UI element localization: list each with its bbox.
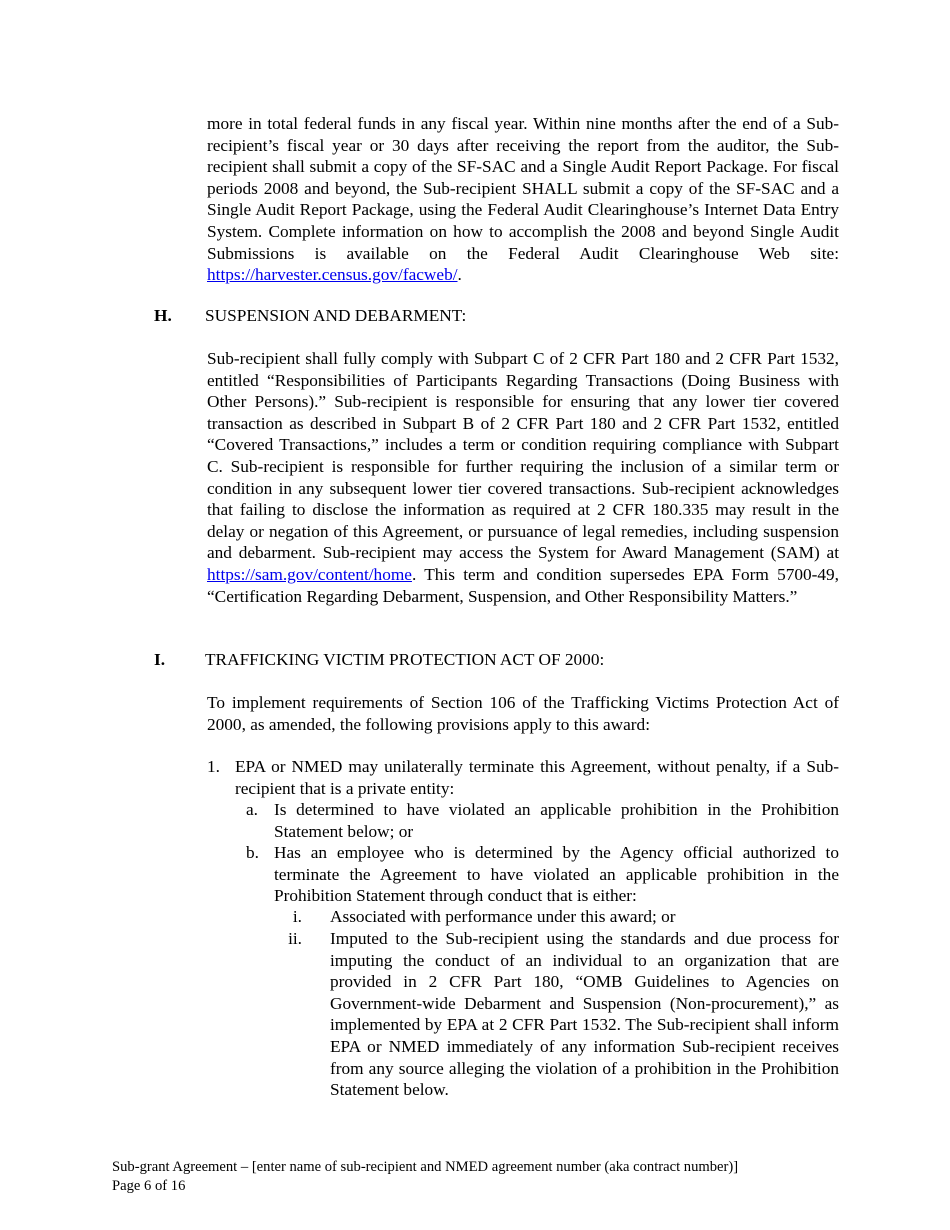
list-item-1-text: EPA or NMED may unilaterally terminate this Agreement, without penalty, if a Sub-recipient that is a private entity: (235, 757, 839, 798)
list-item-i-text: Associated with performance under this award; or (330, 907, 676, 926)
intro-paragraph: more in total federal funds in any fiscal year. Within nine months after the end of a Sub-recipient’s fiscal year or 30 days after receiving the report from the auditor, the Sub-recipient shall submit a copy of the SF-SAC and a Single Audit Report Package. For fiscal periods 2008 and beyond, the Sub-recipient SHALL submit a copy of the SF-SAC and a Single Audit Report Package, using the Federal Audit Clearinghouse’s Internet Data Entry System. Complete information on how to accomplish the 2008 and beyond Single Audit Submissions is available on the Federal Audit Clearinghouse Web site: https://harvester.census.gov/facweb/. (207, 114, 839, 285)
facweb-link[interactable]: https://harvester.census.gov/facweb/ (207, 265, 458, 285)
list-item-a-marker: a. (246, 800, 258, 819)
section-h-letter: H. (154, 306, 172, 325)
section-h-heading (154, 305, 854, 327)
list-item-b-marker: b. (246, 843, 259, 862)
list-item-ii-text: Imputed to the Sub-recipient using the standards and due process for imputing the conduct of an individual to an organization that are provided in 2 CFR Part 180, “OMB Guidelines to Agencies on Government-wide Debarment and Suspension (Non-procurement),” as implemented by EPA at 2 CFR Part 1532. The Sub-recipient shall inform EPA or NMED immediately of any information Sub-recipient receives from any source alleging the violation of a prohibition in the Prohibition Statement below. (330, 929, 839, 1100)
list-item-i (292, 906, 839, 928)
list-item-i-marker: i. (292, 907, 302, 926)
list-item-ii (288, 928, 839, 1101)
footer-page-number: Page 6 of 16 (112, 1178, 186, 1194)
page-footer (112, 1158, 738, 1196)
section-h-body: Sub-recipient shall fully comply with Subpart C of 2 CFR Part 180 and 2 CFR Part 1532, entitled “Responsibilities of Participants Regarding Transactions (Doing Business with Other Persons).” Sub-recipient is responsible for ensuring that any lower tier covered transaction as described in Subpart B of 2 CFR Part 180 and 2 CFR Part 1532, entitled “Covered Transactions,” includes a term or condition requiring compliance with Subpart C. Sub-recipient is responsible for further requiring the inclusion of a similar term or condition in any subsequent lower tier covered transactions. Sub-recipient acknowledges that failing to disclose the information as required at 2 CFR 180.335 may result in the delay or negation of this Agreement, or pursuance of legal remedies, including suspension and debarment. Sub-recipient may access the System for Award Management (SAM) at https://sam.gov/content/home. This term and condition supersedes EPA Form 5700-49, “Certification Regarding Debarment, Suspension, and Other Responsibility Matters.” (207, 349, 839, 606)
list-item-b (246, 842, 839, 907)
list-item-1-marker: 1. (207, 757, 220, 776)
list-item-b-text: Has an employee who is determined by the Agency official authorized to terminate the Agreement to have violated an applicable prohibition in the Prohibition Statement through conduct that is either: (274, 843, 839, 906)
section-i-intro: To implement requirements of Section 106 of the Trafficking Victims Protection Act of 2000, as amended, the following provisions apply to this award: (207, 693, 839, 734)
list-item-ii-marker: ii. (288, 929, 302, 948)
section-i-letter: I. (154, 650, 166, 669)
section-i-title: TRAFFICKING VICTIM PROTECTION ACT OF 2000: (205, 650, 605, 669)
section-i-heading (154, 649, 854, 671)
sam-link[interactable]: https://sam.gov/content/home (207, 564, 412, 584)
section-h-title: SUSPENSION AND DEBARMENT: (205, 306, 467, 325)
list-item-1 (207, 756, 839, 799)
list-item-a-text: Is determined to have violated an applicable prohibition in the Prohibition Statement below; or (274, 800, 839, 841)
list-item-a (246, 799, 839, 842)
footer-agreement-title: Sub-grant Agreement – [enter name of sub-recipient and NMED agreement number (aka contract number)] (112, 1159, 739, 1175)
